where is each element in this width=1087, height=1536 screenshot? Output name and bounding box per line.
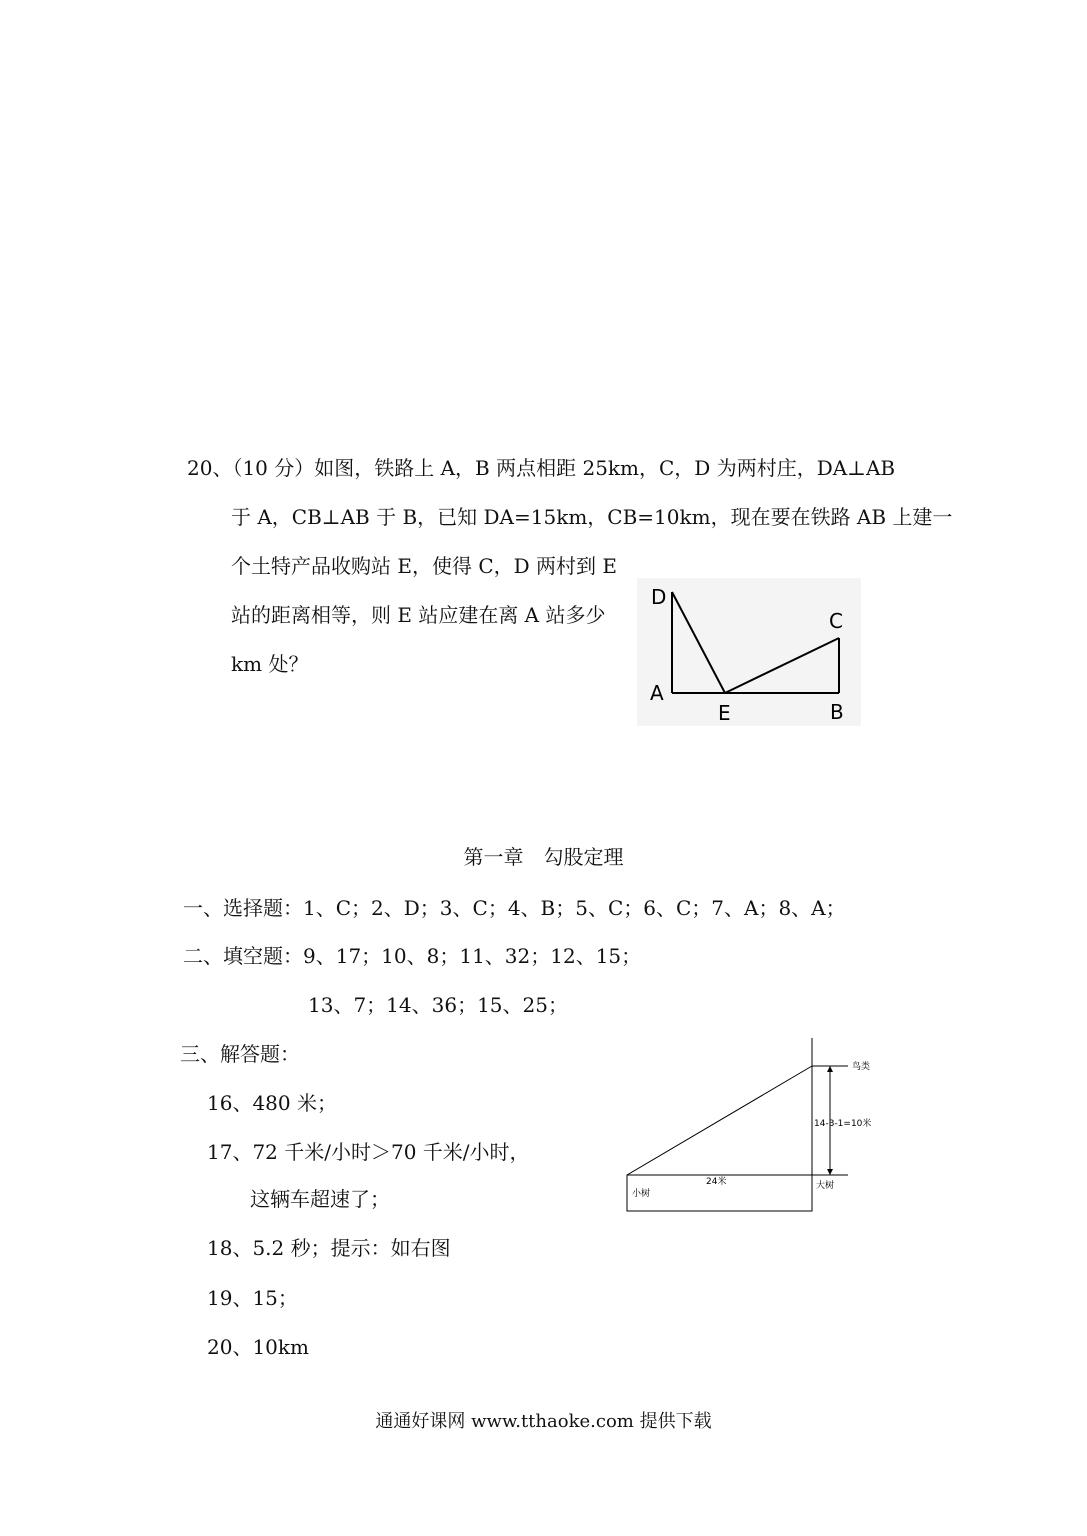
answers-section3: 三、解答题： — [180, 1042, 300, 1066]
answers-section1: 一、选择题：1、C；2、D；3、C；4、B；5、C；6、C；7、A；8、A； — [183, 896, 846, 920]
q20-line3: 个土特产品收购站 E，使得 C，D 两村到 E — [231, 554, 617, 578]
answer-20: 20、10km — [207, 1335, 309, 1359]
answer-17-line1: 17、72 千米/小时＞70 千米/小时， — [207, 1140, 530, 1164]
q20-line4: 站的距离相等，则 E 站应建在离 A 站多少 — [231, 603, 606, 627]
label-d: D — [651, 585, 667, 609]
railway-diagram — [637, 578, 861, 726]
answer-16: 16、480 米； — [207, 1091, 337, 1115]
label-big-tree: 大树 — [816, 1181, 835, 1191]
answer-19: 19、15； — [207, 1286, 298, 1310]
q20-line2: 于 A，CB⊥AB 于 B，已知 DA=15km，CB=10km，现在要在铁路 AB 上建一 — [231, 505, 953, 529]
label-a: A — [650, 681, 664, 705]
q20-line5: km 处？ — [231, 652, 309, 676]
answers-section2-line1: 二、填空题：9、17；10、8；11、32；12、15； — [183, 944, 642, 968]
footer-text: 通通好课网 www.tthaoke.com 提供下载 — [375, 1411, 712, 1432]
q20-line1: 20、（10 分）如图，铁路上 A，B 两点相距 25km，C，D 为两村庄，DA⊥AB — [187, 456, 896, 480]
label-small-tree: 小树 — [632, 1189, 651, 1199]
label-e: E — [718, 701, 731, 725]
chapter-title: 第一章 勾股定理 — [463, 845, 624, 869]
label-b: B — [830, 700, 844, 724]
answer-18: 18、5.2 秒；提示：如右图 — [207, 1236, 451, 1260]
label-bird: 鸟类 — [852, 1062, 871, 1072]
answers-section2-line2: 13、7；14、36；15、25； — [308, 993, 568, 1017]
label-c: C — [829, 609, 843, 633]
tree-bird-diagram — [620, 1032, 890, 1218]
label-height: 14-3-1=10米 — [814, 1119, 872, 1129]
label-width: 24米 — [706, 1177, 727, 1187]
answer-17-line2: 这辆车超速了； — [250, 1187, 390, 1211]
